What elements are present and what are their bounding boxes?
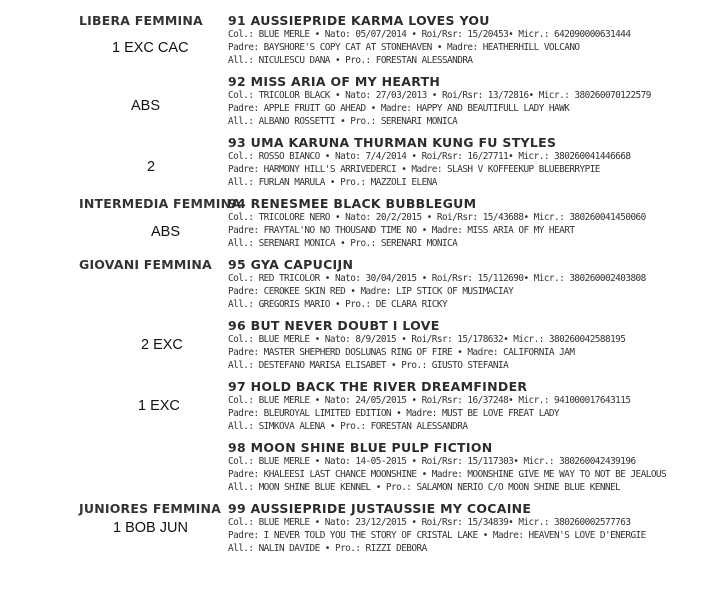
entry-92 (228, 74, 708, 128)
entry-breeder-owner: All.: NALIN DAVIDE • Pro.: RIZZI DEBORA (228, 543, 427, 554)
entry-99 (228, 501, 708, 555)
result-94: ABS (151, 224, 181, 240)
entry-details: Col.: TRICOLORE NERO • Nato: 20/2/2015 • Roi/Rsr: 15/43688• Micr.: 380260041450060 (228, 212, 646, 223)
result-99: 1 BOB JUN (113, 520, 188, 536)
result-96: 2 EXC (141, 337, 183, 353)
entry-breeder-owner: All.: ALBANO ROSSETTI • Pro.: SERENARI MONICA (228, 116, 458, 127)
entry-title: 95 GYA CAPUCIJN (228, 257, 354, 272)
class-label-juniores-femmina: JUNIORES FEMMINA (79, 501, 221, 516)
entry-95 (228, 257, 708, 311)
entry-title: 96 BUT NEVER DOUBT I LOVE (228, 318, 440, 333)
entry-title: 99 AUSSIEPRIDE JUSTAUSSIE MY COCAINE (228, 501, 532, 516)
entry-96 (228, 318, 708, 372)
entry-parents: Padre: BAYSHORE'S COPY CAT AT STONEHAVEN • Madre: HEATHERHILL VOLCANO (228, 42, 580, 53)
entry-94 (228, 196, 708, 250)
result-93: 2 (147, 159, 156, 175)
class-label-giovani-femmina: GIOVANI FEMMINA (79, 257, 212, 272)
entry-breeder-owner: All.: SIMKOVA ALENA • Pro.: FORESTAN ALESSANDRA (228, 421, 468, 432)
entry-title: 98 MOON SHINE BLUE PULP FICTION (228, 440, 493, 455)
class-label-intermedia-femmina: INTERMEDIA FEMMINA (79, 196, 242, 211)
entry-breeder-owner: All.: DESTEFANO MARISA ELISABET • Pro.: GIUSTO STEFANIA (228, 360, 509, 371)
result-92: ABS (131, 98, 161, 114)
entry-title: 92 MISS ARIA OF MY HEARTH (228, 74, 441, 89)
entry-parents: Padre: MASTER SHEPHERD DOSLUNAS RING OF FIRE • Madre: CALIFORNIA JAM (228, 347, 575, 358)
entry-97 (228, 379, 708, 433)
entry-parents: Padre: HARMONY HILL'S ARRIVEDERCI • Madre: SLASH V KOFFEEKUP BLUEBERRYPIE (228, 164, 600, 175)
entry-parents: Padre: BLEUROYAL LIMITED EDITION • Madre: MUST BE LOVE FREAT LADY (228, 408, 560, 419)
entry-breeder-owner: All.: FURLAN MARULA • Pro.: MAZZOLI ELENA (228, 177, 437, 188)
result-91: 1 EXC CAC (112, 40, 189, 56)
class-label-libera-femmina: LIBERA FEMMINA (79, 13, 203, 28)
entry-title: 91 AUSSIEPRIDE KARMA LOVES YOU (228, 13, 490, 28)
entry-breeder-owner: All.: GREGORIS MARIO • Pro.: DE CLARA RICKY (228, 299, 448, 310)
entry-breeder-owner: All.: SERENARI MONICA • Pro.: SERENARI MONICA (228, 238, 458, 249)
entry-details: Col.: BLUE MERLE • Nato: 8/9/2015 • Roi/Rsr: 15/178632• Micr.: 380260042588195 (228, 334, 626, 345)
entry-breeder-owner: All.: NICULESCU DANA • Pro.: FORESTAN ALESSANDRA (228, 55, 473, 66)
entry-title: 97 HOLD BACK THE RIVER DREAMFINDER (228, 379, 528, 394)
entry-details: Col.: BLUE MERLE • Nato: 14-05-2015 • Roi/Rsr: 15/117303• Micr.: 380260042439196 (228, 456, 636, 467)
entry-parents: Padre: APPLE FRUIT GO AHEAD • Madre: HAPPY AND BEAUTIFULL LADY HAWK (228, 103, 570, 114)
entry-98 (228, 440, 708, 494)
entry-title: 94 RENESMEE BLACK BUBBLEGUM (228, 196, 477, 211)
entry-parents: Padre: I NEVER TOLD YOU THE STORY OF CRISTAL LAKE • Madre: HEAVEN'S LOVE D'ENERGIE (228, 530, 646, 541)
entry-details: Col.: RED TRICOLOR • Nato: 30/04/2015 • Roi/Rsr: 15/112690• Micr.: 380260002403808 (228, 273, 646, 284)
entry-details: Col.: BLUE MERLE • Nato: 05/07/2014 • Roi/Rsr: 15/20453• Micr.: 642090000631444 (228, 29, 631, 40)
entry-parents: Padre: FRAYTAL'NO NO THOUSAND TIME NO • Madre: MISS ARIA OF MY HEART (228, 225, 575, 236)
entry-breeder-owner: All.: MOON SHINE BLUE KENNEL • Pro.: SALAMON NERIO C/O MOON SHINE BLUE KENNEL (228, 482, 621, 493)
entry-details: Col.: BLUE MERLE • Nato: 23/12/2015 • Roi/Rsr: 15/34839• Micr.: 380260002577763 (228, 517, 631, 528)
entry-91 (228, 13, 708, 67)
entry-parents: Padre: KHALEESI LAST CHANCE MOONSHINE • Madre: MOONSHINE GIVE ME WAY TO NOT BE JEALOUS (228, 469, 667, 480)
entry-details: Col.: TRICOLOR BLACK • Nato: 27/03/2013 • Roi/Rsr: 13/72816• Micr.: 380260070122579 (228, 90, 651, 101)
entry-details: Col.: ROSSO BIANCO • Nato: 7/4/2014 • Roi/Rsr: 16/27711• Micr.: 380260041446668 (228, 151, 631, 162)
result-97: 1 EXC (138, 398, 180, 414)
entry-parents: Padre: CEROKEE SKIN RED • Madre: LIP STICK OF MUSIMACIAY (228, 286, 514, 297)
entry-93 (228, 135, 708, 189)
entry-title: 93 UMA KARUNA THURMAN KUNG FU STYLES (228, 135, 557, 150)
entry-details: Col.: BLUE MERLE • Nato: 24/05/2015 • Roi/Rsr: 16/37248• Micr.: 941000017643115 (228, 395, 631, 406)
